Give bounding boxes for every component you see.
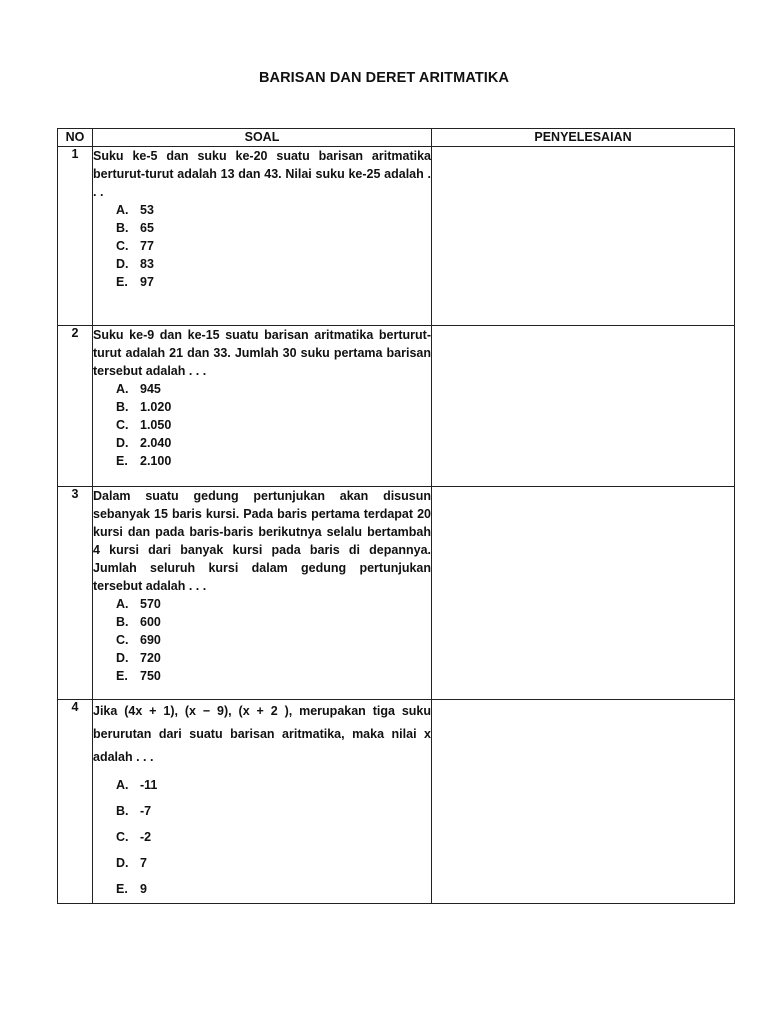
answer-option <box>116 613 431 631</box>
solution-cell <box>432 487 735 700</box>
option-letter: E. <box>116 275 128 289</box>
option-value: 1.020 <box>140 400 172 414</box>
answer-options <box>93 201 431 291</box>
question-number: 3 <box>58 487 93 700</box>
option-value: 570 <box>140 597 161 611</box>
header-penyelesaian: PENYELESAIAN <box>432 129 735 147</box>
option-letter: B. <box>116 221 129 235</box>
option-letter: B. <box>116 615 129 629</box>
answer-option <box>116 452 431 470</box>
question-cell <box>93 147 432 326</box>
answer-option <box>116 201 431 219</box>
answer-option <box>116 667 431 685</box>
option-value: 1.050 <box>140 418 172 432</box>
question-text: Suku ke-5 dan suku ke-20 suatu barisan aritmatika berturut-turut adalah 13 dan 43. Nilai suku ke-25 adalah . . . <box>93 149 431 199</box>
table-row <box>58 487 735 700</box>
option-value: -7 <box>140 804 152 818</box>
answer-option <box>116 876 431 902</box>
question-table <box>57 128 735 904</box>
question-number: 2 <box>58 326 93 487</box>
option-value: -2 <box>140 830 152 844</box>
answer-option <box>116 772 431 798</box>
option-value: -11 <box>140 778 158 792</box>
question-text: Dalam suatu gedung pertunjukan akan disusun sebanyak 15 baris kursi. Pada baris pertama terdapat 20 kursi dan pada baris-baris berikutnya selalu bertambah 4 kursi dari banyak kursi pada baris di depannya. Jumlah seluruh kursi dalam gedung pertunjukan tersebut adalah . . . <box>93 489 431 593</box>
option-letter: E. <box>116 882 128 896</box>
option-letter: B. <box>116 804 129 818</box>
option-letter: C. <box>116 418 129 432</box>
answer-option <box>116 631 431 649</box>
solution-cell <box>432 326 735 487</box>
option-value: 690 <box>140 633 161 647</box>
answer-option <box>116 649 431 667</box>
table-row <box>58 147 735 326</box>
option-letter: C. <box>116 633 129 647</box>
answer-options <box>93 769 431 902</box>
option-letter: D. <box>116 436 129 450</box>
option-letter: C. <box>116 830 129 844</box>
answer-option <box>116 255 431 273</box>
option-letter: B. <box>116 400 129 414</box>
answer-option <box>116 798 431 824</box>
option-value: 600 <box>140 615 161 629</box>
question-number: 1 <box>58 147 93 326</box>
option-value: 720 <box>140 651 161 665</box>
answer-option <box>116 273 431 291</box>
answer-option <box>116 219 431 237</box>
option-value: 97 <box>140 275 154 289</box>
option-letter: A. <box>116 382 129 396</box>
question-cell <box>93 700 432 904</box>
option-letter: D. <box>116 651 129 665</box>
option-letter: E. <box>116 454 128 468</box>
answer-option <box>116 595 431 613</box>
answer-option <box>116 380 431 398</box>
document-title: BARISAN DAN DERET ARITMATIKA <box>258 70 510 86</box>
option-value: 2.100 <box>140 454 172 468</box>
answer-option <box>116 434 431 452</box>
option-value: 77 <box>140 239 154 253</box>
option-value: 945 <box>140 382 161 396</box>
question-number: 4 <box>58 700 93 904</box>
option-value: 53 <box>140 203 154 217</box>
option-letter: D. <box>116 257 129 271</box>
answer-option <box>116 237 431 255</box>
option-value: 750 <box>140 669 161 683</box>
answer-options <box>93 380 431 470</box>
option-value: 7 <box>140 856 147 870</box>
answer-option <box>116 416 431 434</box>
solution-cell <box>432 147 735 326</box>
answer-options <box>93 595 431 685</box>
option-letter: C. <box>116 239 129 253</box>
answer-option <box>116 850 431 876</box>
table-header-row <box>58 129 735 147</box>
option-value: 2.040 <box>140 436 172 450</box>
question-text: Jika (4x + 1), (x − 9), (x + 2 ), merupakan tiga suku berurutan dari suatu barisan aritmatika, maka nilai x adalah . . . <box>93 704 431 764</box>
option-letter: A. <box>116 597 129 611</box>
option-value: 65 <box>140 221 154 235</box>
option-letter: A. <box>116 778 129 792</box>
table-row <box>58 326 735 487</box>
solution-cell <box>432 700 735 904</box>
answer-option <box>116 398 431 416</box>
table-row <box>58 700 735 904</box>
option-value: 83 <box>140 257 154 271</box>
question-cell <box>93 487 432 700</box>
option-letter: E. <box>116 669 128 683</box>
header-soal: SOAL <box>93 129 432 147</box>
option-value: 9 <box>140 882 147 896</box>
question-text: Suku ke-9 dan ke-15 suatu barisan aritmatika berturut-turut adalah 21 dan 33. Jumlah 30 suku pertama barisan tersebut adalah . . . <box>93 328 431 378</box>
answer-option <box>116 824 431 850</box>
question-cell <box>93 326 432 487</box>
option-letter: A. <box>116 203 129 217</box>
header-no: NO <box>58 129 93 147</box>
option-letter: D. <box>116 856 129 870</box>
